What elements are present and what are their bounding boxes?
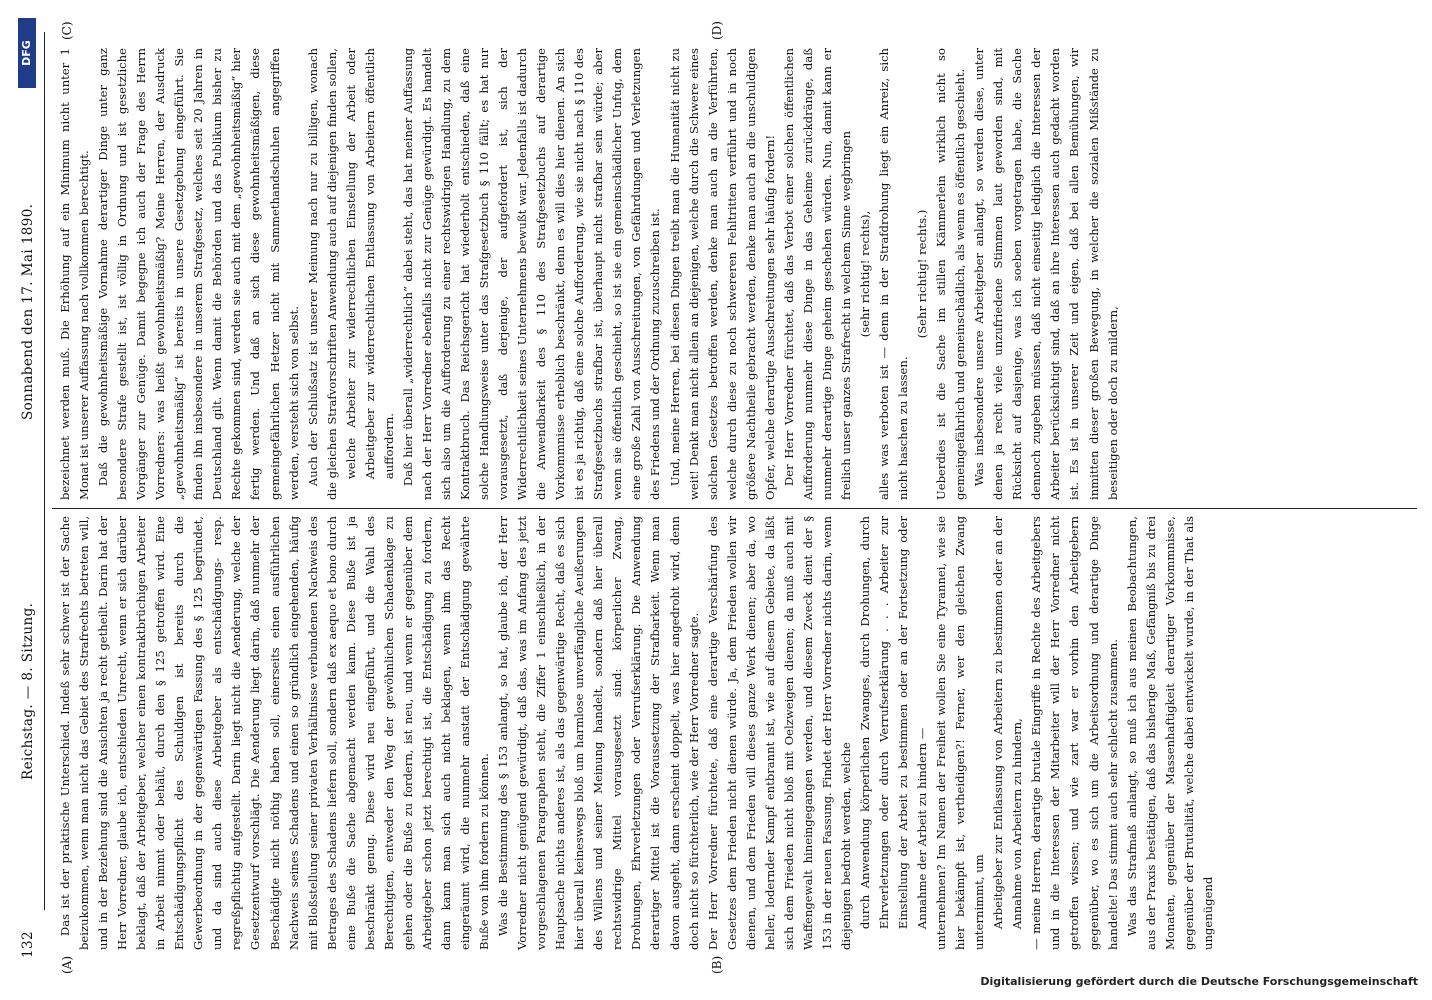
page-header (14, 20, 48, 980)
paragraph: Was die Bestimmung des § 153 anlangt, so hat, glaube ich, der Herr Vorredner nicht genügend gewürdigt, daß das, was im Anfang des jetzt vorgeschlagenen Paragraphen steht, die Ziffer 1 einschließlich, in der Hauptsache nichts anderes ist, als das gegenwärtige Recht, daß es sich hier überall keineswegs bloß um harmlose unverfängliche Aeußerungen des Willens und seiner Meinung handelt, sondern daß hier überall rechtswidrige Mittel vorausgesetzt sind: körperlicher Zwang, Drohungen, Ehrverletzungen oder Verrufserklärung. Die Anwendung derartiger Mittel ist die Voraussetzung der Strafbarkeit. Wenn man davon ausgeht, dann erscheint doppelt, was hier angedroht wird, denn doch nicht so fürchterlich, wie der Herr Vorredner sagte. (496, 516, 701, 950)
paragraph: Ueberdies ist die Sache im stillen Kämmerlein wirklich nicht so gemeingefährlich und gemeinschädlich, als wenn es öffentlich geschieht. (934, 48, 968, 500)
paragraph: (Sehr richtig! rechts.) (915, 209, 930, 339)
paragraph: welche Arbeiter zur widerrechtlichen Einstellung der Arbeit oder Arbeitgeber zur widerrechtlichen Entlassung von Arbeitern öffentlich auffordern. (343, 48, 396, 480)
paragraph: Was insbesondere unsere Arbeitgeber anlangt, so werden diese, unter denen ja recht viele unzufriedene Stimmen laut geworden sind, mit Rücksicht auf dasjenige, was ich soeben vorgetragen habe, die Sache dennoch zugeben müssen, daß nicht einseitig lediglich die Interessen der Arbeiter berücksichtigt sind, daß an ihre Interessen auch gedacht worden ist. Es ist in unserer Zeit und eigen, daß bei allen Bemühungen, wir inmitten dieser großen Bewegung, in welcher die sozialen Mißstände zu beseitigen oder doch zu mildern, (972, 48, 1120, 500)
paragraph: (sehr richtig! rechts), (857, 210, 872, 338)
right-column (56, 48, 1406, 500)
dfg-logo: DFG (18, 18, 36, 88)
margin-marker-b: (B) (710, 955, 724, 974)
paragraph: Und, meine Herren, bei diesen Dingen treibt man die Humanität nicht zu weit! Denkt man nicht allein an diejenigen, welche durch die Schwere eines solchen Gesetzes betroffen werden, denke man auch an die Verführten, welche durch diese zu noch schwereren Fehltritten verführt und in noch größere Nachtheile gebracht werden, denke man auch an die unschuldigen Opfer, welche derartige Ausschreitungen sehr häufig fordern! (667, 48, 777, 500)
paragraph: Daß hier überall „widerrechtlich“ dabei steht, das hat meiner Auffassung nach der Herr Vorredner ebenfalls nicht zur Genüge gewürdigt. Es handelt sich also um die Aufforderung zu einer rechtswidrigen Handlung, zu dem Kontraktbruch. Das Reichsgericht hat wiederholt entschieden, daß eine solche Handlungsweise unter das Strafgesetzbuch § 110 fällt; es hat nur vorausgesetzt, daß derjenige, der aufgefordert ist, sich der Widerrechtlichkeit seines Unternehmens bewußt war. Jedenfalls ist dadurch die Anwendbarkeit des § 110 des Strafgesetzbuchs auf derartige Vorkommnisse erheblich beschränkt, denn es will dies hier dienen. An sich ist es ja richtig, daß eine solche Aufforderung, wie sie nicht nach § 110 des Strafgesetzbuchs strafbar ist, überhaupt nicht strafbar sein würde; aber wenn sie öffentlich geschieht, so ist sie ein gemeinschädlicher Unfug, dem eine große Zahl von Ausschreitungen, von Gefährdungen und Verletzungen des Friedens und der Ordnung zuzuschreiben ist. (400, 48, 663, 500)
session-date: Sonnabend den 17. Mai 1890. (20, 203, 36, 420)
margin-marker-a: (A) (60, 955, 74, 974)
paragraph: Das ist der praktische Unterschied. Indeß sehr schwer ist der Sache beizukommen, wenn man nicht das Gebiet des Strafrechts betreten will, und in der Beziehung sind die Ansichten ja recht getheilt. Darin hat der Herr Vorredner, glaube ich, entschieden Unrecht, wenn er sich darüber beklagt, daß der Arbeitgeber, welcher einen kontraktbrüchigen Arbeiter in Arbeit nimmt oder behält, durch den § 125 getroffen wird. Eine Entschädigungspflicht des Schuldigen ist bereits durch die Gewerbeordnung in der gegenwärtigen Fassung des § 125 begründet, und da sind auch diese Arbeitgeber als entschädigungs- resp. regreßpflichtig aufgestellt. Darin liegt nicht die Aenderung, welche der Gesetzentwurf vorschlägt. Die Aenderung liegt darin, daß nunmehr der Beschädigte nicht nöthig haben soll, einerseits einen ausführlichen Nachweis seines Schadens und einen so gründlich eingehenden, häufig mit Bloßstellung seiner privaten Verhältnisse verbundenen Nachweis des Betrages des Schadens liefern soll, sondern daß ex aequo et bono durch eine Buße die Sache abgemacht werden kann. Diese Buße ist ja beschränkt genug. Diese wird neu eingeführt, und die Wahl des Berechtigten, entweder den Weg der gewöhnlichen Schadenklage zu gehen oder die Buße zu fordern, ist neu, und wenn er gegenüber dem Arbeitgeber schon jetzt berechtigt ist, die Entschädigung zu fordern, dann kann man sich auch nicht beklagen, wenn ihm das Recht eingeräumt wird, die nunmehr anstatt der Entschädigung gewährte Buße von ihm fordern zu können. (58, 516, 492, 950)
paragraph: Auch der Schlußsatz ist unserer Meinung nach nur zu billigen, wonach die gleichen Strafvorschriften Anwendung auch auf diejenigen finden sollen, (305, 48, 339, 500)
paragraph: bezeichnet werden muß. Die Erhöhung auf ein Minimum nicht unter 1 Monat ist unserer Auffassung nach vollkommen berechtigt. (58, 48, 92, 500)
column-divider (52, 508, 1417, 509)
digitization-credit: Digitalisierung gefördert durch die Deutsche Forschungsgemeinschaft (980, 975, 1418, 988)
paragraph: — meine Herren, derartige brutale Eingriffe in Rechte des Arbeitgebers und in die Interessen der Mitarbeiter will der Herr Vorredner nicht getroffen wissen; und wie zart war er vorhin den Arbeitgebern gegenüber, wo es sich um die Arbeitsordnung und derartige Dinge handelte! Das stimmt auch sehr schlecht zusammen. (1029, 516, 1120, 950)
paragraph: Arbeitgeber zur Entlassung von Arbeitern zu bestimmen oder an der Annahme von Arbeitern zu hindern, (991, 516, 1025, 930)
paragraph: durch Anwendung körperlichen Zwanges, durch Drohungen, durch Ehrverletzungen oder durch Verrufserklärung . . . Arbeiter zur Einstellung der Arbeit zu bestimmen oder an der Fortsetzung oder Annahme der Arbeit zu hindern — (857, 516, 930, 930)
paragraph: alles was verboten ist — denn in der Strafdrohung liegt ein Anreiz, sich nicht haschen zu lassen. (877, 48, 911, 500)
session-title: Reichstag. — 8. Sitzung. (20, 602, 36, 780)
left-column (56, 516, 1406, 950)
margin-marker-d: (D) (710, 21, 724, 40)
margin-marker-c: (C) (60, 21, 74, 40)
header-rule (44, 32, 45, 910)
paragraph: Was das Strafmaß anlangt, so muß ich aus meinen Beobachtungen, aus der Praxis bestätigen, daß das bisherige Maß, Gefängniß bis zu drei Monaten, gegenüber der Massenhaftigkeit derartiger Vorkommnisse, gegenüber der Brutalität, welche dabei entwickelt wurde, in der That als ungenügend (1124, 516, 1215, 950)
page-number: 132 (20, 931, 36, 958)
paragraph: Daß die gewohnheitsmäßige Vornahme derartiger Dinge unter ganz besondere Strafe gestellt ist, ist völlig in Ordnung und ist gesetzliche Vorgänger zur Genüge. Damit begegne ich auch der Frage des Herrn Vorredners: was heißt gewohnheitsmäßig? Meine Herren, der Ausdruck „gewohnheitsmäßig“ ist bereits in unsere Gesetzgebung eingeführt. Sie finden ihn insbesondere in unserem Strafgesetz, welches seit 20 Jahren in Deutschland gilt. Wenn damit die Behörden und das Publikum bisher zu Rechte gekommen sind, werden sie auch mit dem „gewohnheitsmäßig“ hier fertig werden. Und daß an sich diese gewohnheitsmäßigen, diese gemeingefährlichen Hetzer nicht mit Sammethandschuhen angegriffen werden, versteht sich von selbst. (96, 48, 301, 500)
paragraph: unternehmen? Im Namen der Freiheit wollen Sie eine Tyrannei, wie sie hier bekämpft ist, vertheidigen?! Ferner, wer den gleichen Zwang unternimmt, um (934, 516, 987, 950)
paragraph: Der Herr Vorredner fürchtet, daß das Verbot einer solchen öffentlichen Aufforderung nunmehr diese Dinge in das Geheime zurückdränge, daß nunmehr derartige Dinge geheim geschehen würden. Nun, damit kann er freilich unser ganzes Strafrecht in welchem Sinne wegbringen (781, 48, 853, 500)
paragraph: Der Herr Vorredner fürchtete, daß eine derartige Verschärfung des Gesetzes dem Frieden nicht dienen würde. Ja, dem Frieden wollen wir dienen, und dem Frieden will dieses ganze Werk dienen; aber da, wo heller, lodernder Kampf entbrannt ist, wie auf diesem Gebiete, da läßt sich dem Frieden nicht bloß mit Oelzweigen dienen; da muß auch mit Waffengewalt hineingegangen werden, und diesem Zweck dient der § 153 in der neuen Fassung. Findet der Herr Vorredner nichts darin, wenn diejenigen bedroht werden, welche (705, 516, 853, 950)
